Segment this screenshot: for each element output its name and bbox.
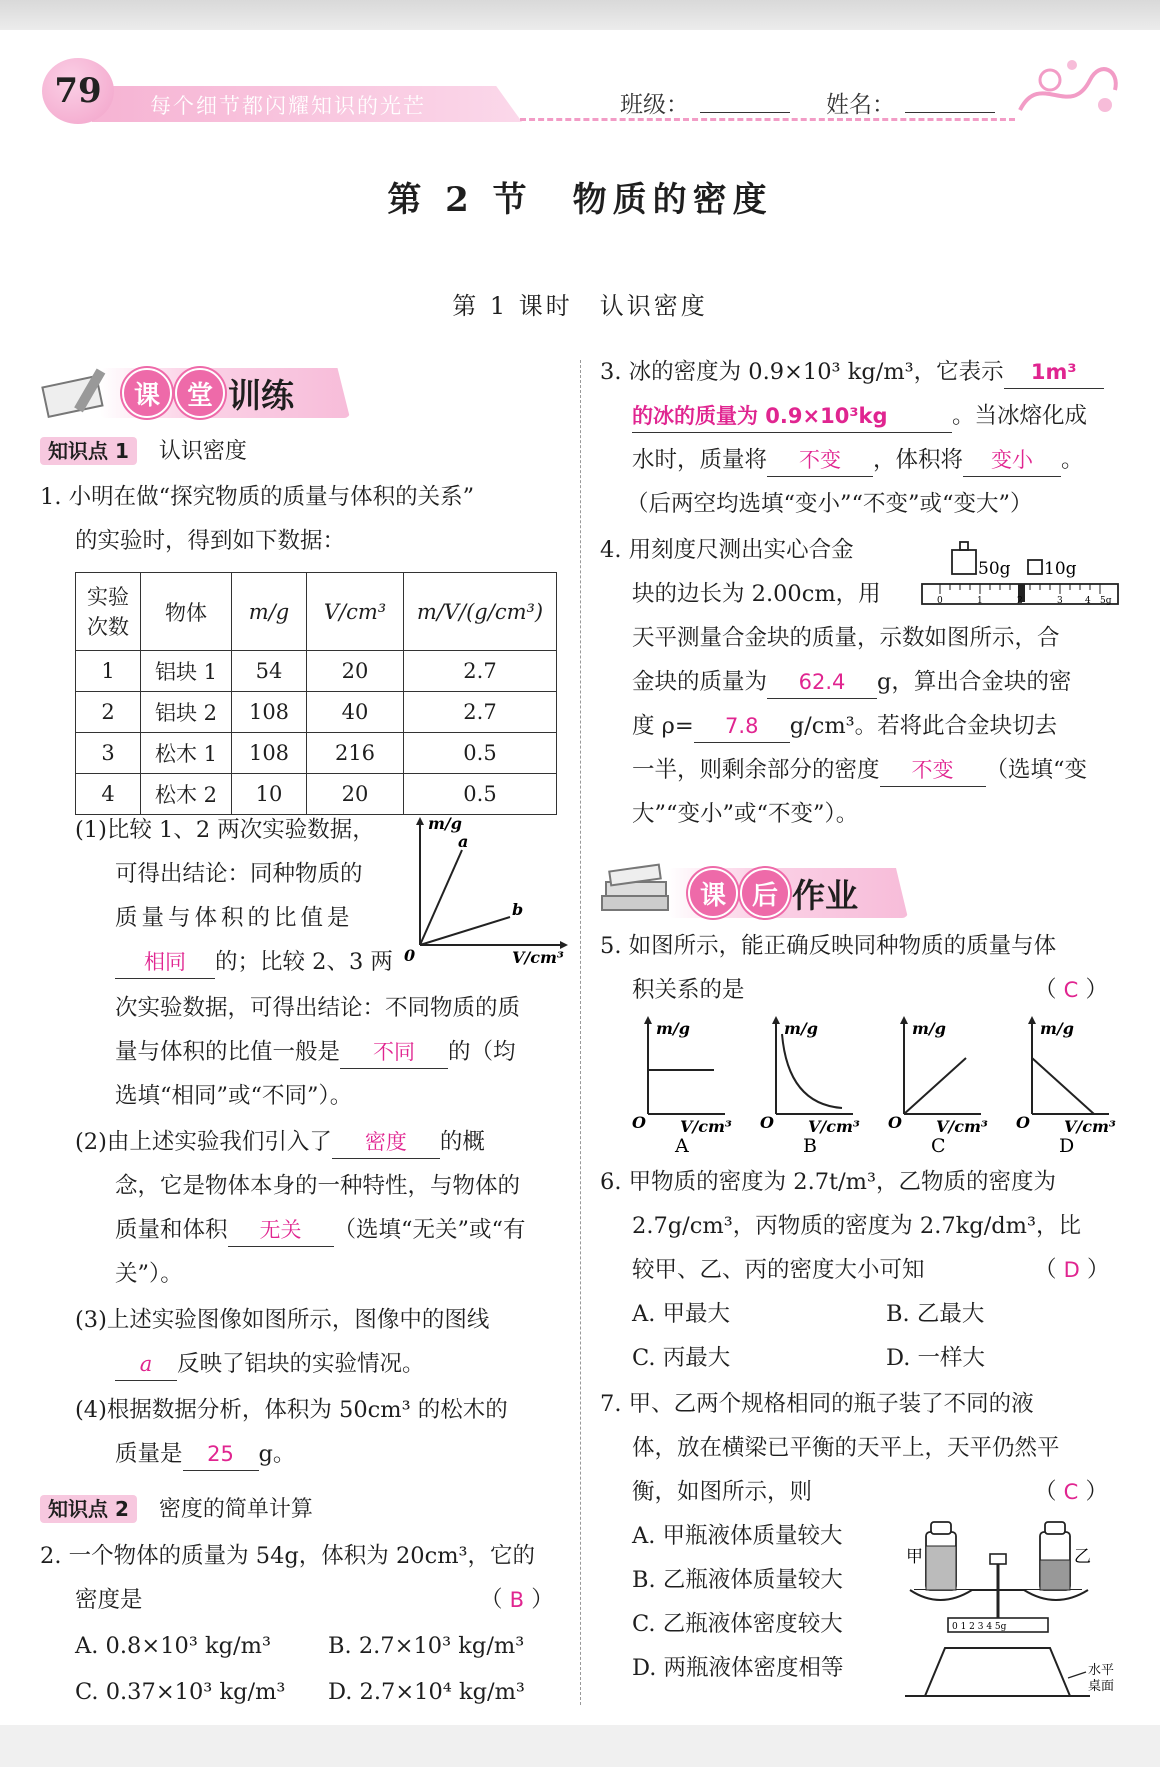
header-ratio: m/V/(g/cm³) — [404, 573, 557, 651]
line-b — [420, 917, 510, 945]
graph-xlabel: V/cm³ — [1064, 1117, 1116, 1136]
answer-blank[interactable]: 相同 — [115, 946, 215, 979]
answer-blank[interactable]: 的冰的质量为 0.9×10³kg — [632, 400, 952, 433]
q7-l2: 体，放在横梁已平衡的天平上，天平仍然平 — [632, 1435, 1060, 1461]
column-divider — [580, 360, 581, 1705]
table-row — [76, 692, 557, 733]
q6-l3: 较甲、乙、丙的密度大小可知 — [632, 1257, 925, 1283]
table-cell: 松木 2 — [141, 774, 232, 815]
y-axis-arrow-icon — [416, 817, 424, 825]
scale-mark: 0 — [937, 596, 943, 606]
text-segment: 度 ρ= — [632, 713, 694, 739]
graph-origin: O — [888, 1113, 902, 1132]
weight-10g-icon — [1028, 560, 1042, 574]
q2-opt-d[interactable]: D. 2.7×10⁴ kg/m³ — [328, 1679, 525, 1705]
line-a — [420, 850, 462, 945]
scale-mark: 1 — [977, 596, 983, 606]
header-mass: m/g — [232, 573, 307, 651]
graph-c-line — [904, 1058, 966, 1114]
name-field[interactable] — [905, 86, 995, 113]
bottle-right-icon — [1040, 1522, 1070, 1590]
text-segment: 的概 — [439, 1129, 485, 1155]
q6-opt-c[interactable]: C. 丙最大 — [632, 1345, 731, 1371]
q3-l2 — [632, 394, 1087, 438]
left-pan — [910, 1590, 972, 1600]
q7-opt-a[interactable]: A. 甲瓶液体质量较大 — [632, 1523, 843, 1549]
table-cell: 铝块 2 — [141, 692, 232, 733]
banner-ball-2: 堂 — [175, 368, 225, 418]
q7-answer[interactable]: C — [1063, 1480, 1079, 1504]
table-label-2: 桌面 — [1088, 1679, 1115, 1694]
q2-answer-bracket: （ B ） — [480, 1587, 554, 1613]
q6-l2: 2.7g/cm³，丙物质的密度为 2.7kg/dm³，比 — [632, 1213, 1082, 1239]
bottom-edge — [0, 1725, 1160, 1767]
balance-scale-text: 0 1 2 3 4 5g — [952, 1622, 1007, 1632]
knowledge-point-1 — [40, 434, 247, 465]
q2-line1: 2. 一个物体的质量为 54g，体积为 20cm³，它的 — [40, 1543, 536, 1569]
graph-d — [1016, 1016, 1116, 1154]
text-segment: 。当冰熔化成 — [952, 403, 1088, 429]
q1-p1-l6 — [115, 1030, 516, 1074]
kp-tag: 知识点 2 — [40, 1495, 137, 1523]
q3-l4: （后两空均选填“变小”“不变”或“变大”） — [626, 491, 1033, 517]
page-number-badge — [42, 58, 114, 124]
header-dashed-line — [520, 118, 1015, 121]
text-segment: 反映了铝块的实验情况。 — [177, 1351, 425, 1377]
kp-title: 认识密度 — [158, 439, 247, 464]
table-cell: 20 — [307, 651, 404, 692]
graph-origin: O — [1016, 1113, 1030, 1132]
class-field[interactable] — [700, 86, 790, 113]
answer-blank[interactable]: a — [115, 1348, 177, 1381]
q5-l1: 5. 如图所示，能正确反映同种物质的质量与体 — [600, 933, 1057, 959]
table-cell: 2 — [76, 692, 141, 733]
graph-origin: O — [760, 1113, 774, 1132]
answer-blank[interactable]: 1m³ — [1004, 356, 1104, 389]
right-pan — [1024, 1590, 1088, 1600]
q1-p1-l7: 选填“相同”或“不同”）。 — [115, 1083, 353, 1109]
bottle-left-label: 甲 — [906, 1547, 923, 1567]
header-volume: V/cm³ — [307, 573, 404, 651]
header-trial: 实验次数 — [76, 573, 141, 651]
graph-letter: A — [675, 1135, 689, 1154]
text-segment: 一半，则剩余部分的密度 — [632, 757, 880, 783]
table-cell: 54 — [232, 651, 307, 692]
q1-line2: 的实验时，得到如下数据： — [75, 528, 346, 554]
table-cell: 1 — [76, 651, 141, 692]
graph-b-curve — [782, 1034, 842, 1108]
q4-l4 — [632, 660, 1071, 704]
table-cell: 0.5 — [404, 774, 557, 815]
q3-l1 — [600, 350, 1104, 394]
q2-opt-a[interactable]: A. 0.8×10³ kg/m³ — [75, 1633, 271, 1659]
text-segment: 质量和体积 — [115, 1217, 228, 1243]
q5-answer[interactable]: C — [1063, 978, 1079, 1002]
header-motto: 每个细节都闪耀知识的光芒 — [150, 94, 426, 118]
text-segment: 水时，质量将 — [632, 447, 768, 473]
text-segment: g/cm³。若将此合金块切去 — [789, 713, 1058, 739]
q1-p3-l2 — [115, 1342, 425, 1386]
q5-graphs — [630, 1014, 1120, 1154]
q4-l1: 4. 用刻度尺测出实心合金 — [600, 537, 854, 563]
table-pointer — [1068, 1672, 1086, 1678]
q3-l3 — [632, 438, 1084, 482]
graph-d-line — [1032, 1058, 1094, 1114]
answer-blank[interactable]: 无关 — [228, 1214, 334, 1247]
table-cell: 松木 1 — [141, 733, 232, 774]
q1-p4-l1: (4)根据数据分析，体积为 50cm³ 的松木的 — [75, 1397, 508, 1423]
q6-opt-d[interactable]: D. 一样大 — [886, 1345, 986, 1371]
kp-title: 密度的简单计算 — [158, 1497, 313, 1522]
answer-blank[interactable]: 变小 — [963, 444, 1061, 477]
q1-p3-l1: (3)上述实验图像如图所示，图像中的图线 — [75, 1307, 490, 1333]
q6-opt-b[interactable]: B. 乙最大 — [886, 1301, 985, 1327]
text-segment: g，算出合金块的密 — [877, 669, 1072, 695]
table-cell: 2.7 — [404, 692, 557, 733]
weight-knob-icon — [960, 542, 968, 550]
q5-l2: 积关系的是 — [632, 977, 745, 1003]
graph-ylabel: m/g — [912, 1019, 946, 1038]
table-cell: 20 — [307, 774, 404, 815]
weights-and-scale-figure — [920, 534, 1120, 614]
books-icon — [598, 860, 678, 920]
q7-opt-c[interactable]: C. 乙瓶液体密度较大 — [632, 1611, 843, 1637]
graph-letter: C — [931, 1135, 946, 1154]
q1-p1-l3: 质量与体积的比值是 — [115, 905, 354, 931]
chart-origin: 0 — [404, 946, 416, 965]
knowledge-point-2 — [40, 1492, 313, 1523]
text-segment: (2)由上述实验我们引入了 — [75, 1129, 332, 1155]
answer-blank[interactable]: 25 — [183, 1438, 259, 1471]
notebook-pencil-icon — [40, 360, 115, 420]
table-cell: 108 — [232, 692, 307, 733]
bottle-left-icon — [926, 1522, 956, 1590]
scale-mark: 3 — [1057, 596, 1063, 606]
table-cell: 3 — [76, 733, 141, 774]
answer-blank[interactable]: 7.8 — [694, 710, 790, 743]
chart-ylabel: m/g — [428, 815, 462, 833]
graph-xlabel: V/cm³ — [808, 1117, 860, 1136]
table-cell: 2.7 — [404, 651, 557, 692]
data-table — [75, 572, 557, 815]
q1-p2-l2: 念，它是物体本身的一种特性，与物体的 — [115, 1173, 521, 1199]
section-title: 第 2 节 物质的密度 — [387, 180, 773, 220]
flourish-ornament-icon — [1010, 50, 1130, 125]
q6-l1: 6. 甲物质的密度为 2.7t/m³，乙物质的密度为 — [600, 1169, 1057, 1195]
banner-ball-1: 课 — [688, 868, 738, 918]
table-cell: 4 — [76, 774, 141, 815]
table-label-1: 水平 — [1088, 1663, 1115, 1678]
text-segment: g。 — [258, 1441, 296, 1467]
weight-10g-label: 10g — [1044, 559, 1077, 579]
balance-pivot — [990, 1554, 1006, 1564]
q1-p1-l1: (1)比较 1、2 两次实验数据， — [75, 817, 375, 843]
q6-answer-bracket: （ D ） — [1034, 1257, 1110, 1283]
q1-p2-l4: 关”）。 — [115, 1261, 183, 1287]
text-segment: ，体积将 — [873, 447, 964, 473]
text-segment: 质量是 — [115, 1441, 183, 1467]
q1-p1-l4-line — [115, 940, 393, 984]
weight-50g-icon — [952, 550, 976, 574]
q1-p2-l3 — [115, 1208, 526, 1252]
banner-ball-1: 课 — [122, 368, 172, 418]
q6-opt-a[interactable]: A. 甲最大 — [632, 1301, 731, 1327]
table-cell: 108 — [232, 733, 307, 774]
table-cell: 铝块 1 — [141, 651, 232, 692]
text-segment: 。 — [1061, 447, 1084, 473]
answer-blank[interactable]: 密度 — [332, 1126, 440, 1159]
graph-letter: B — [803, 1135, 817, 1154]
name-label: 姓名： — [826, 92, 895, 118]
graph-letter: D — [1059, 1135, 1075, 1154]
q7-answer-bracket: （ C ） — [1034, 1479, 1108, 1505]
banner-word: 作业 — [792, 876, 858, 915]
q7-opt-d[interactable]: D. 两瓶液体密度相等 — [632, 1655, 844, 1681]
q4-l3: 天平测量合金块的质量，示数如图所示，合 — [632, 625, 1060, 651]
text-segment: 金块的质量为 — [632, 669, 768, 695]
graph-b — [760, 1016, 860, 1154]
table-row — [76, 733, 557, 774]
q5-answer-bracket: （ C ） — [1034, 977, 1108, 1003]
q2-opt-b[interactable]: B. 2.7×10³ kg/m³ — [328, 1633, 525, 1659]
answer-blank[interactable]: 62.4 — [767, 666, 877, 699]
table-cell: 216 — [307, 733, 404, 774]
table-cell: 10 — [232, 774, 307, 815]
q7-opt-b[interactable]: B. 乙瓶液体质量较大 — [632, 1567, 843, 1593]
q2-line2: 密度是 — [75, 1587, 143, 1613]
text-segment: 的（均 — [448, 1039, 516, 1065]
table-header-row — [76, 573, 557, 651]
kp-tag: 知识点 1 — [40, 437, 137, 465]
graph-origin: O — [632, 1113, 646, 1132]
answer-blank[interactable]: 不变 — [767, 444, 873, 477]
graph-ylabel: m/g — [784, 1019, 818, 1038]
banner-ball-2: 后 — [740, 868, 790, 918]
table-cell: 40 — [307, 692, 404, 733]
q6-answer[interactable]: D — [1063, 1258, 1080, 1282]
scale-mark: 5g — [1100, 596, 1112, 606]
balance-bottles-figure — [900, 1518, 1130, 1698]
q1-p4-l2 — [115, 1432, 295, 1476]
weight-50g-label: 50g — [978, 559, 1011, 579]
graph-a — [632, 1016, 732, 1154]
table-row — [76, 651, 557, 692]
graph-ylabel: m/g — [1040, 1019, 1074, 1038]
q4-l2: 块的边长为 2.00cm，用 — [632, 581, 881, 607]
answer-blank[interactable]: 不变 — [880, 754, 986, 787]
chart-xlabel: V/cm³ — [512, 948, 564, 965]
q1-p1-l2: 可得出结论：同种物质的 — [115, 861, 363, 887]
q7-l3: 衡，如图所示，则 — [632, 1479, 813, 1505]
chart-label-a: a — [458, 832, 469, 851]
graph-ylabel: m/g — [656, 1019, 690, 1038]
q1-p1-l4: 的；比较 2、3 两 — [215, 949, 393, 975]
q1-p1-l5: 次实验数据，可得出结论：不同物质的质 — [115, 995, 521, 1021]
lesson-title: 第 1 课时 认识密度 — [452, 292, 708, 320]
graph-xlabel: V/cm³ — [680, 1117, 732, 1136]
header-object: 物体 — [141, 573, 232, 651]
q2-answer[interactable]: B — [509, 1588, 525, 1612]
q1-line1: 1. 小明在做“探究物质的质量与体积的关系” — [40, 484, 475, 510]
table-cell: 0.5 — [404, 733, 557, 774]
text-segment: （选填“变 — [985, 757, 1088, 783]
graph-xlabel: V/cm³ — [936, 1117, 988, 1136]
text-segment: （选填“无关”或“有 — [333, 1217, 526, 1243]
top-edge — [0, 0, 1160, 30]
answer-blank[interactable]: 不同 — [340, 1036, 448, 1069]
graph-c — [888, 1016, 988, 1154]
bottle-right-label: 乙 — [1074, 1547, 1091, 1567]
banner-word: 训练 — [228, 376, 294, 415]
text-segment: 3. 冰的密度为 0.9×10³ kg/m³，它表示 — [600, 359, 1004, 385]
q7-l1: 7. 甲、乙两个规格相同的瓶子装了不同的液 — [600, 1391, 1034, 1417]
text-segment: 量与体积的比值一般是 — [115, 1039, 341, 1065]
scale-mark: 4 — [1085, 596, 1091, 606]
chart-label-b: b — [512, 900, 524, 919]
q4-l5 — [632, 704, 1057, 748]
q4-l6 — [632, 748, 1087, 792]
q1-chart — [400, 815, 570, 965]
scale-mark: 2 — [1017, 596, 1023, 606]
page-number: 79 — [54, 71, 102, 111]
class-label: 班级： — [620, 92, 689, 118]
q1-p2-l1 — [75, 1120, 485, 1164]
q4-l7: 大”“变小”或“不变”）。 — [632, 801, 859, 827]
q2-opt-c[interactable]: C. 0.37×10³ kg/m³ — [75, 1679, 286, 1705]
balance-base — [925, 1648, 1070, 1696]
